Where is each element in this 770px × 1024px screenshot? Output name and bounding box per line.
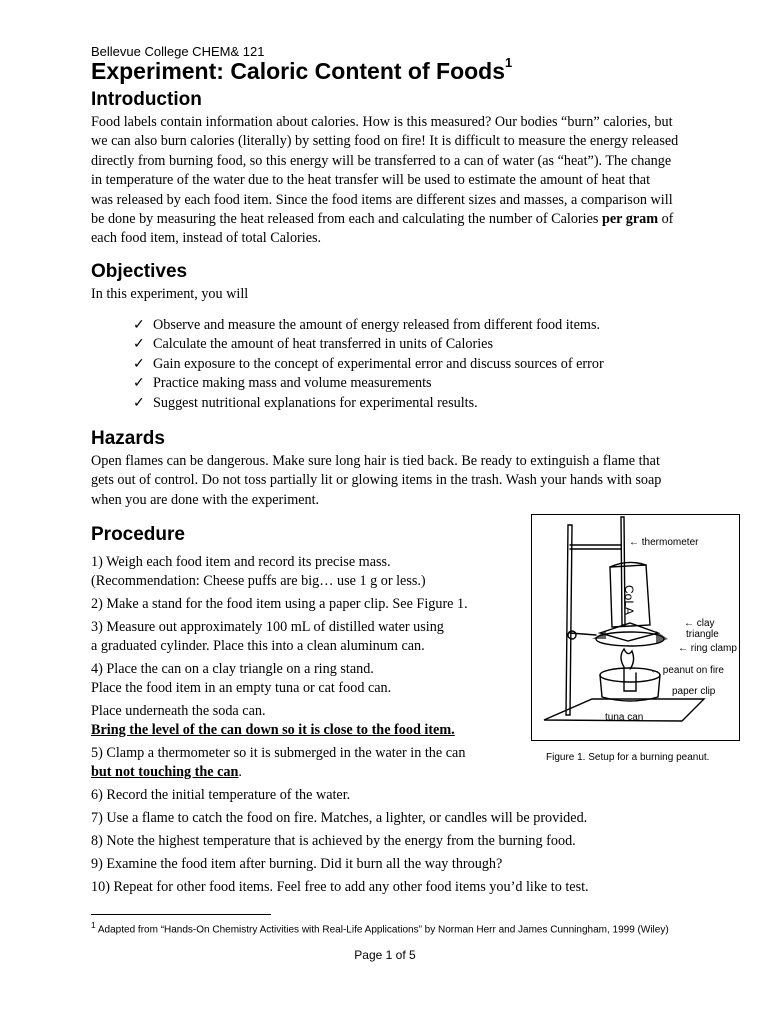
introduction-heading: Introduction xyxy=(91,89,202,110)
list-item: ✓ Practice making mass and volume measurements xyxy=(133,374,604,393)
check-icon: ✓ xyxy=(133,355,145,372)
thermometer-clamp xyxy=(570,545,621,549)
label-cola: CoLA xyxy=(622,585,636,616)
procedure-step-1a: 1) Weigh each food item and record its precise mass. xyxy=(91,554,391,570)
figure-setup-diagram xyxy=(531,514,740,741)
procedure-step-4c: Place underneath the soda can. xyxy=(91,703,266,719)
procedure-heading: Procedure xyxy=(91,524,185,545)
label-ring-clamp: ← ring clamp xyxy=(678,643,737,654)
procedure-step-4b: Place the food item in an empty tuna or cat food can. xyxy=(91,680,392,696)
paper-clip xyxy=(624,669,636,691)
list-item: ✓ Observe and measure the amount of energy released from different food items. xyxy=(133,316,604,335)
footnote-ref: 1 xyxy=(505,55,513,71)
objectives-list xyxy=(133,316,604,413)
label-paper-clip: paper clip xyxy=(672,686,716,697)
procedure-step-9: 9) Examine the food item after burning. Did it burn all the way through? xyxy=(91,856,503,872)
objectives-heading: Objectives xyxy=(91,261,188,282)
procedure-step-3a: 3) Measure out approximately 100 mL of distilled water using xyxy=(91,619,444,635)
procedure-step-5b: but not touching the can. xyxy=(91,764,242,780)
procedure-step-5a: 5) Clamp a thermometer so it is submerged in the water in the can xyxy=(91,745,466,761)
check-icon: ✓ xyxy=(133,375,145,392)
objectives-lead: In this experiment, you will xyxy=(91,286,249,302)
ring-stand-rod xyxy=(566,525,572,715)
procedure-step-1b: (Recommendation: Cheese puffs are big… use 1 g or less.) xyxy=(91,573,426,589)
page-title: Experiment: Caloric Content of Foods$^1$ xyxy=(91,55,513,84)
procedure-step-7: 7) Use a flame to catch the food on fire. Matches, a lighter, or candles will be provided. xyxy=(91,810,588,826)
hazards-heading: Hazards xyxy=(91,428,165,449)
footnote: $^1$ Adapted from “Hands-On Chemistry Activities with Real-Life Applications” by Norman Herr and James Cunningham, 1999 (Wiley) xyxy=(91,920,669,936)
check-icon: ✓ xyxy=(133,336,145,353)
procedure-step-6: 6) Record the initial temperature of the water. xyxy=(91,787,351,803)
label-clay: ← clay xyxy=(684,618,715,629)
page-number: Page 1 of 5 xyxy=(354,948,416,962)
introduction-text: Food labels contain information about calories. How is this measured? Our bodies “burn” calories, but we can also burn calories (literally) by setting food on fire! It is difficult to measure the energy released directly from burning food, so this energy will be transferred to a can of water (as “heat”). The change in temperature of the water due to the heat transfer will be used to estimate the amount of heat that was released by each food item. Since the food items are different sizes and masses, a comparison will be done by measuring the heat released from each and calculating the number of Calories per gram of each food item, instead of total Calories. xyxy=(91,114,679,247)
list-item: ✓ Calculate the amount of heat transferred in units of Calories xyxy=(133,335,604,354)
procedure-step-3b: a graduated cylinder. Place this into a clean aluminum can. xyxy=(91,638,425,654)
procedure-step-8: 8) Note the highest temperature that is achieved by the energy from the burning food. xyxy=(91,833,576,849)
footnote-divider xyxy=(91,914,271,915)
procedure-step-2: 2) Make a stand for the food item using a paper clip. See Figure 1. xyxy=(91,596,468,612)
check-icon: ✓ xyxy=(133,394,145,411)
procedure-step-4d: Bring the level of the can down so it is close to the food item. xyxy=(91,722,455,738)
course-label: Bellevue College CHEM& 121 xyxy=(91,44,265,59)
hazards-text: Open flames can be dangerous. Make sure long hair is tied back. Be ready to extinguish a flame that gets out of control. Do not toss partially lit or glowing items in the trash. Wash your hands with soap when you are done with the experiment. xyxy=(91,453,662,508)
procedure-step-10: 10) Repeat for other food items. Feel free to add any other food items you’d like to test. xyxy=(91,879,589,895)
procedure-step-4a: 4) Place the can on a clay triangle on a ring stand. xyxy=(91,661,374,677)
figure-caption: Figure 1. Setup for a burning peanut. xyxy=(546,752,710,763)
label-thermometer: ← thermometer xyxy=(629,537,699,548)
check-icon: ✓ xyxy=(133,317,145,333)
label-triangle: triangle xyxy=(686,629,719,640)
flame xyxy=(621,649,634,669)
list-item: ✓ Suggest nutritional explanations for experimental results. xyxy=(133,394,604,413)
label-peanut: ← peanut on fire xyxy=(650,665,724,676)
ring-clamp xyxy=(596,632,664,646)
label-tuna-can: tuna can xyxy=(605,712,644,723)
list-item: ✓ Gain exposure to the concept of experimental error and discuss sources of error xyxy=(133,355,604,374)
